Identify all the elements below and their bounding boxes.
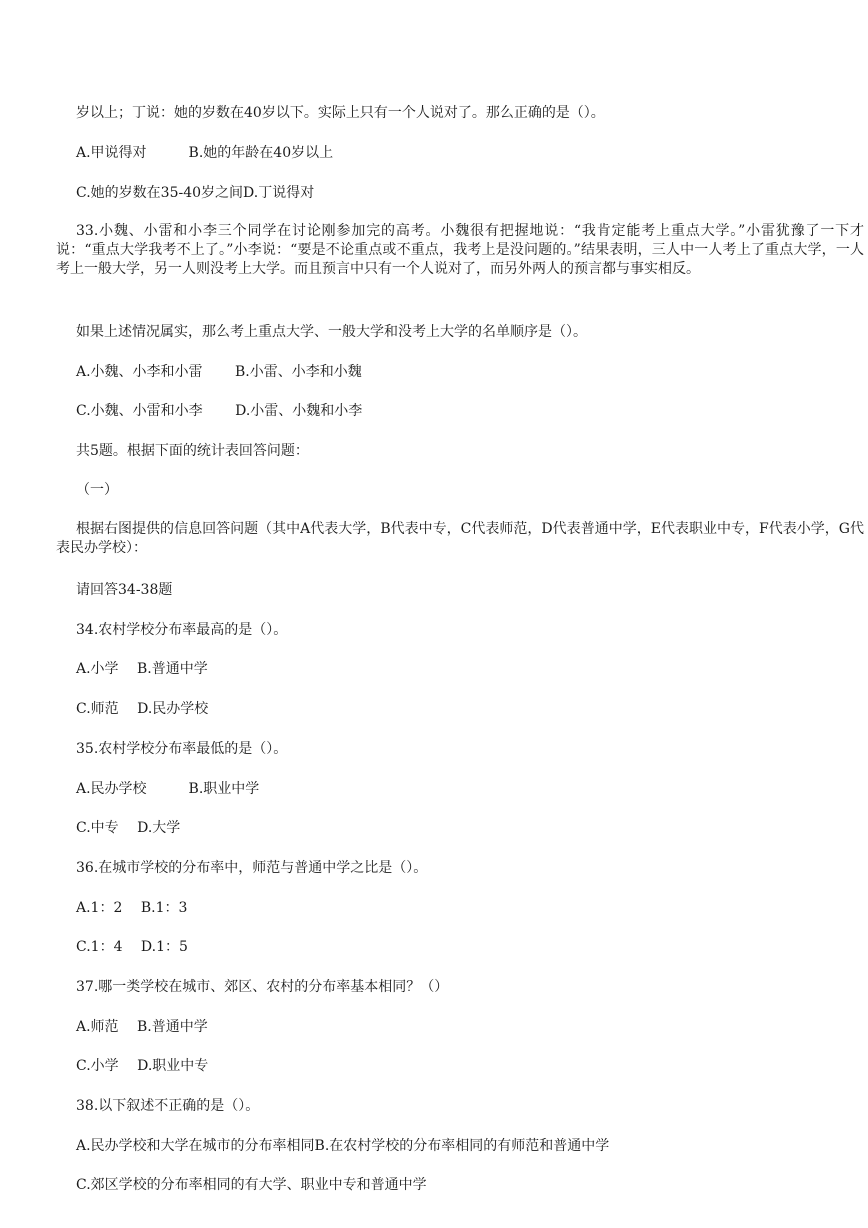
option-line: C.中专 D.大学 <box>76 820 181 836</box>
question-35: 35.农村学校分布率最低的是（）。 <box>76 741 288 757</box>
option-line: C.郊区学校的分布率相同的有大学、职业中专和普通中学 <box>76 1177 427 1193</box>
question-37: 37.哪一类学校在城市、郊区、农村的分布率基本相同？（） <box>76 979 449 995</box>
question-33-prompt: 如果上述情况属实，那么考上重点大学、一般大学和没考上大学的名单顺序是（）。 <box>76 324 587 340</box>
option-line: C.她的岁数在35-40岁之间D.丁说得对 <box>76 185 315 201</box>
option-line: A.小魏、小李和小雷 B.小雷、小李和小魏 <box>76 364 362 380</box>
question-36: 36.在城市学校的分布率中，师范与普通中学之比是（）。 <box>76 860 428 876</box>
info-paragraph: 根据右图提供的信息回答问题（其中A代表大学，B代表中专，C代表师范，D代表普通中学，E代表职业中专，F代表小学，G代表民办学校）： <box>56 521 864 556</box>
option-line: C.1：4 D.1：5 <box>76 939 188 955</box>
section-intro: 共5题。根据下面的统计表回答问题： <box>76 443 309 459</box>
question-33: 33.小魏、小雷和小李三个同学在讨论刚参加完的高考。小魏很有把握地说：“我肯定能考上重点大学。”小雷犹豫了一下才说：“重点大学我考不上了。”小李说：“要是不论重点或不重点，我考上是没问题的。”结果表明，三人中一人考上了重点大学，一人考上一般大学，另一人则没考上大学。而且预言中只有一个人说对了，而另外两人的预言都与事实相反。 <box>56 223 864 277</box>
option-line: C.小学 D.职业中专 <box>76 1058 209 1074</box>
option-line: C.师范 D.民办学校 <box>76 701 209 717</box>
question-34: 34.农村学校分布率最高的是（）。 <box>76 622 288 638</box>
option-line: A.1：2 B.1：3 <box>76 900 188 916</box>
text-line: 岁以上；丁说：她的岁数在40岁以下。实际上只有一个人说对了。那么正确的是（）。 <box>76 105 605 121</box>
option-line: A.师范 B.普通中学 <box>76 1019 208 1035</box>
option-line: A.甲说得对 B.她的年龄在40岁以上 <box>76 145 334 161</box>
option-line: A.小学 B.普通中学 <box>76 661 208 677</box>
option-line: A.民办学校 B.职业中学 <box>76 781 260 797</box>
question-range: 请回答34-38题 <box>76 582 173 598</box>
option-line: A.民办学校和大学在城市的分布率相同B.在农村学校的分布率相同的有师范和普通中学 <box>76 1138 610 1154</box>
question-38: 38.以下叙述不正确的是（）。 <box>76 1098 260 1114</box>
section-part: （一） <box>76 482 118 498</box>
option-line: C.小魏、小雷和小李 D.小雷、小魏和小李 <box>76 403 363 419</box>
